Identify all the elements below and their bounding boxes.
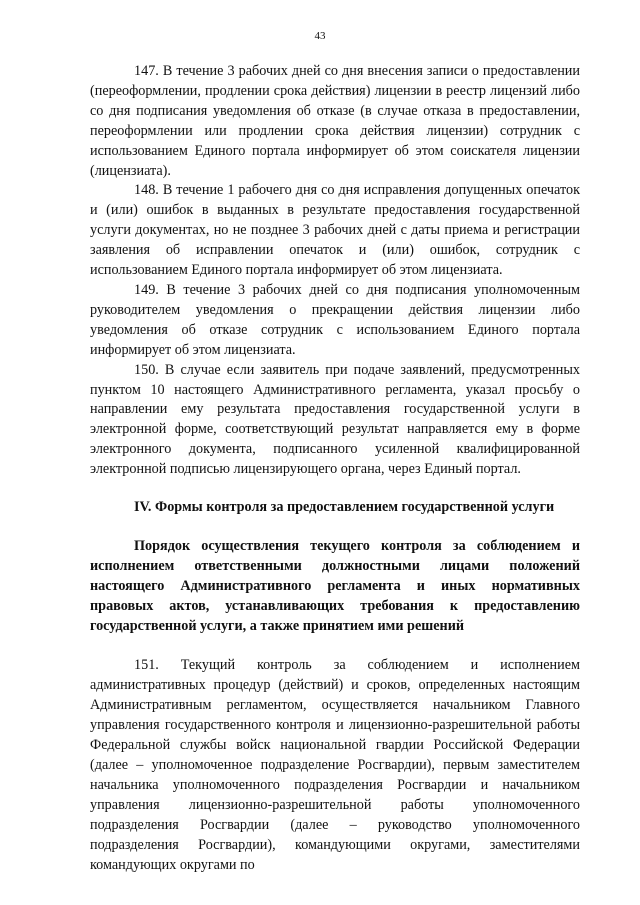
section-title: IV. Формы контроля за предоставлением государственной услуги xyxy=(134,499,555,516)
paragraph-151: 151. Текущий контроль за соблюдением и исполнением административных процедур (действий) и сроков, определенных настоящим Административным регламентом, осуществляется начальником Главного управления государственного контроля и лицензионно-разрешительной работы Федеральной службы войск национальной гвардии Российской Федерации (далее – уполномоченное подразделение Росгвардии), первым заместителем начальника уполномоченного подразделения Росгвардии и начальником управления лицензионно-разрешительной работы уполномоченного подразделения Росгвардии (далее – руководство уполномоченного подразделения Росгвардии), командующими округами, заместителями командующих округами по xyxy=(90,657,580,873)
paragraph-148: 148. В течение 1 рабочего дня со дня исправления допущенных опечаток и (или) ошибок в выданных в результате предоставления государственной услуги документах, но не позднее 3 рабочих дней с даты приема и регистрации заявления об исправлении опечаток и (или) ошибок, сотрудник с использованием Единого портала информирует об этом лицензиата. xyxy=(90,182,580,279)
subsection-title: Порядок осуществления текущего контроля за соблюдением и исполнением ответственными должностными лицами положений настоящего Административного регламента и иных нормативных правовых актов, устанавливающих требования к предоставлению государственной услуги, а также принятием ими решений xyxy=(90,537,580,634)
paragraph-150: 150. В случае если заявитель при подаче заявлений, предусмотренных пунктом 10 настоящего Административного регламента, указал просьбу о направлении ему результата предоставления государственной услуги в электронной форме, соответствующий результат направляется ему в форме электронного документа, подписанного усиленной квалифицированной электронной подписью лицензирующего органа, через Единый портал. xyxy=(90,361,580,478)
paragraph-149: 149. В течение 3 рабочих дней со дня подписания уполномоченным руководителем уведомления о прекращении действия лицензии либо уведомления об отказе сотрудник с использованием Единого портала информирует об этом лицензиата. xyxy=(90,281,580,358)
paragraph-147: 147. В течение 3 рабочих дней со дня внесения записи о предоставлении (переоформлении, продлении срока действия) лицензии в реестр лицензий либо со дня подписания уведомления об отказе (в случае отказа в предоставлении, переоформлении или продлении срока действия лицензии) сотрудник с использованием Единого портала информирует об этом соискателя лицензии (лицензиата). xyxy=(90,63,580,179)
page-number: 43 xyxy=(314,30,326,42)
document-body xyxy=(90,62,580,875)
